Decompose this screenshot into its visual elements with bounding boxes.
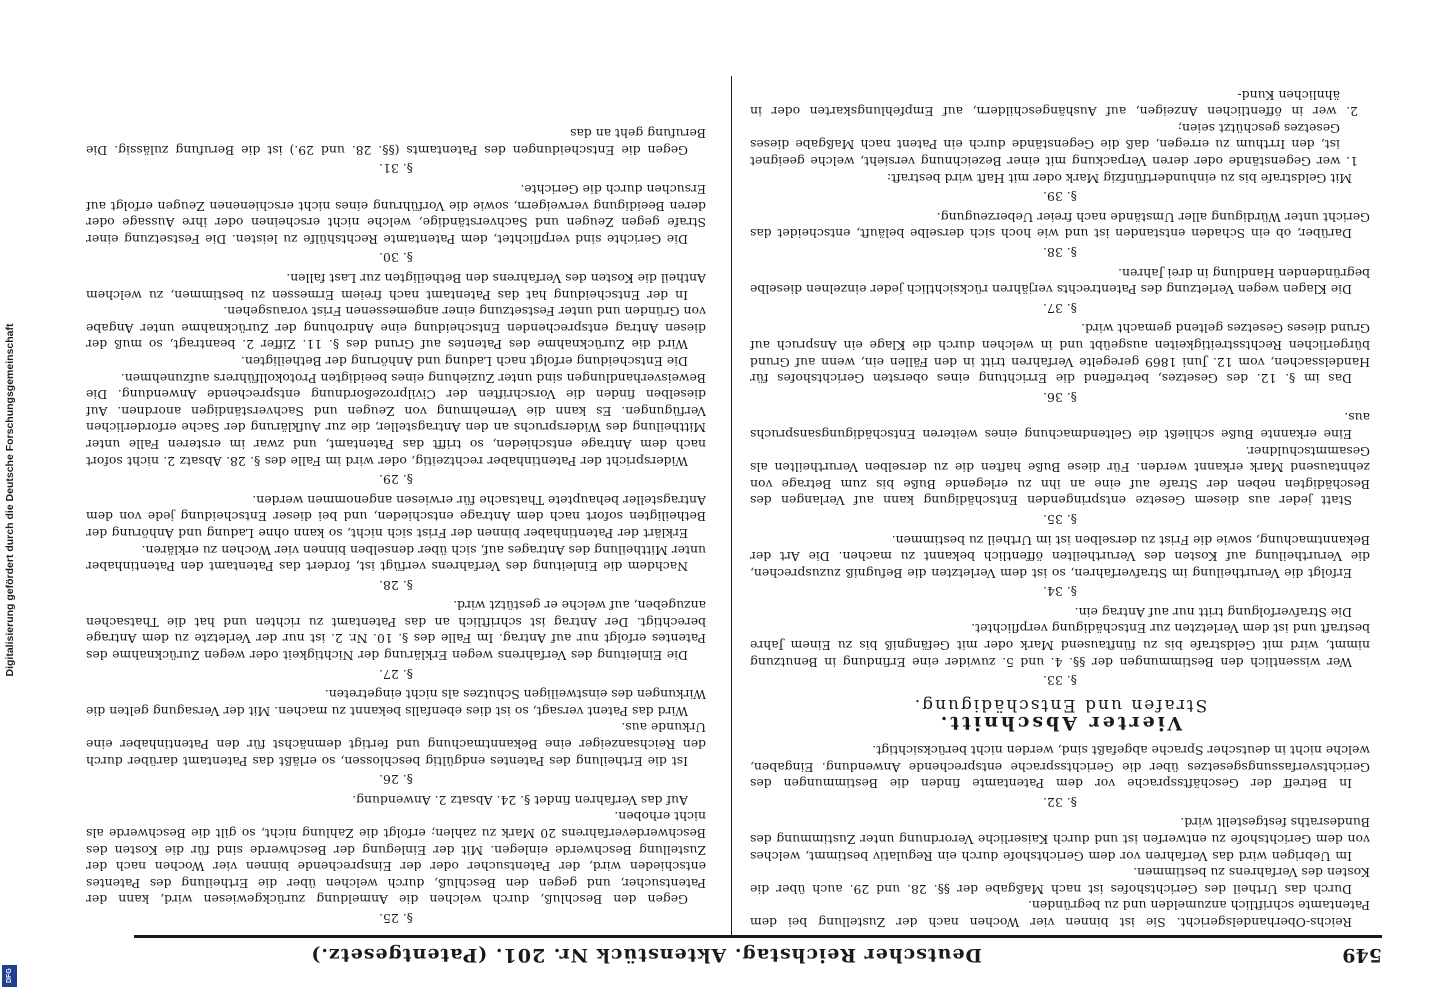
paragraph: Erfolgt die Verurtheilung im Strafverfahren, so ist dem Verletzten die Befugniß zuzusprechen, die Verurtheilung auf Kosten des Verurtheilten öffentlich bekannt zu machen. Die Art der Bekanntmachung, sowie die Frist zu derselben ist im Urtheil zu bestimmen. bbox=[750, 532, 1370, 581]
paragraph: In der Entscheidung hat das Patentamt nach freiem Ermessen zu bestimmen, zu welchem Antheil die Kosten des Verfahrens den Betheiligten zur Last fallen. bbox=[86, 271, 706, 303]
section-heading: §. 31. bbox=[379, 161, 413, 177]
list-item: 2. wer in öffentlichen Anzeigen, auf Aushängeschildern, auf Empfehlungskarten oder in ähnlichen Kund- bbox=[750, 87, 1358, 120]
paragraph: Reichs-Oberhandelsgericht. Sie ist binnen vier Wochen nach der Zustellung bei dem Patentamte schriftlich anzumelden und zu begründen. bbox=[750, 898, 1370, 930]
paragraph: Darüber, ob ein Schaden entstanden ist und wie hoch sich derselbe beläuft, entscheidet das Gericht unter Würdigung aller Umstände nach freier Ueberzeugung. bbox=[750, 209, 1370, 242]
section-heading: §. 35. bbox=[1043, 511, 1077, 527]
header-rule bbox=[134, 935, 1382, 938]
paragraph: Durch das Urtheil des Gerichtshofes ist nach Maßgabe der §§. 28. und 29. auch über die Kosten des Verfahrens zu bestimmen. bbox=[750, 865, 1370, 897]
list-item: 1. wer Gegenstände oder deren Verpackung mit einer Bezeichnung versieht, welche geeignet ist, den Irrthum zu erregen, daß die Gegenstände durch ein Patent nach Maßgabe dieses Gesetzes geschützt seien; bbox=[750, 120, 1358, 170]
paragraph: Die Strafverfolgung tritt nur auf Antrag ein. bbox=[1074, 604, 1352, 620]
section-heading: §. 29. bbox=[379, 472, 413, 488]
paragraph: Gegen die Entscheidungen des Patentamts (§§. 28. und 29.) ist die Berufung zulässig. Die Berufung geht an das bbox=[86, 126, 706, 158]
paragraph: Die Klagen wegen Verletzung des Patentrechts verjähren rücksichtlich jeder einzelnen dieselbe begründenden Handlung in drei Jahren. bbox=[750, 265, 1370, 298]
paragraph: Erklärt der Patentinhaber binnen der Frist sich nicht, so kann ohne Ladung und Anhörung der Betheiligten sofort nach dem Antrage entschieden, und bei dieser Entscheidung jede von dem Antragsteller behauptete Thatsache für erwiesen angenommen werden. bbox=[86, 492, 706, 541]
paragraph: Ist die Ertheilung des Patentes endgültig beschlossen, so erläßt das Patentamt darüber durch den Reichsanzeiger eine Bekanntmachung und fertigt demnächst für den Patentinhaber eine Urkunde aus. bbox=[86, 720, 706, 769]
digitization-credit: Digitalisierung gefördert durch die Deutsche Forschungsgemeinschaft bbox=[4, 323, 16, 677]
right-column bbox=[86, 60, 706, 930]
section-heading: §. 39. bbox=[1043, 189, 1077, 205]
paragraph: Wird die Zurücknahme des Patentes auf Grund des §. 11. Ziffer 2. beantragt, so muß der diesen Antrag entsprechenden Entscheidung eine Androhung der Zurücknahme unter Angabe von Gründen und unter Festsetzung einer angemessenen Frist vorausgehen. bbox=[86, 304, 706, 353]
section-heading: §. 30. bbox=[379, 250, 413, 266]
running-title: Deutscher Reichstag. Aktenstück Nr. 201. (Patentgesetz.) bbox=[310, 944, 982, 966]
paragraph: In Betreff der Geschäftssprache vor dem Patentamte finden die Bestimmungen des Gerichtsverfassungsgesetzes über die Gerichtssprache entsprechende Anwendung. Eingaben, welche nicht in deutscher Sprache abgefaßt sind, werden nicht berücksichtigt. bbox=[750, 743, 1370, 792]
section-heading: §. 25. bbox=[379, 911, 413, 926]
page-number: 549 bbox=[1342, 944, 1382, 966]
paragraph: Mit Geldstrafe bis zu einhundertfünfzig Mark oder mit Haft wird bestraft: bbox=[886, 170, 1352, 186]
paragraph: Die Entscheidung erfolgt nach Ladung und Anhörung der Betheiligten. bbox=[240, 354, 688, 369]
running-head bbox=[134, 936, 1382, 966]
paragraph: Wird das Patent versagt, so ist dies ebenfalls bekannt zu machen. Mit der Versagung gelten die Wirkungen des einstweiligen Schutzes als nicht eingetreten. bbox=[86, 687, 706, 719]
paragraph: Widerspricht der Patentinhaber rechtzeitig, oder wird im Falle des §. 28. Absatz 2. nicht sofort nach dem Antrage entschieden, so trifft das Patentamt, und zwar im ersteren Falle unter Mittheilung des Widerspruchs an den Antragsteller, die zur Aufklärung der Sache erforderlichen Verfügungen. Es kann die Vernehmung von Zeugen und Sachverständigen anordnen. Auf dieselben finden die Vorschriften der Civilprozeßordnung entsprechende Anwendung. Die Beweisverhandlungen sind unter Zuziehung eines beeidigten Protokollführers aufzunehmen. bbox=[86, 370, 706, 469]
paragraph: Auf das Verfahren findet §. 24. Absatz 2. Anwendung. bbox=[352, 792, 688, 808]
paragraph: Gegen den Beschluß, durch welchen die Anmeldung zurückgewiesen wird, kann der Patentsucher, und gegen den Beschluß, durch welchen über die Ertheilung des Patentes entschieden wird, der Patentsucher oder der Einsprechende binnen vier Wochen nach der Zustellung Beschwerde einlegen. Mit der Einlegung der Beschwerde sind für die Kosten des Beschwerdeverfahrens 20 Mark zu zahlen; erfolgt die Zahlung nicht, so gilt die Beschwerde als nicht erhoben. bbox=[86, 809, 706, 908]
section-heading: §. 34. bbox=[1043, 584, 1077, 600]
section-heading: §. 32. bbox=[1043, 794, 1077, 810]
paragraph: Statt jeder aus diesem Gesetze entspringenden Entschädigung kann auf Verlangen des Beschädigten neben der Strafe auf eine an ihn zu erlegende Buße bis zum Betrage von zehntausend Mark erkannt werden. Für diese Buße haften die zu derselben Verurtheilten als Gesammtschuldner. bbox=[750, 443, 1370, 509]
chapter-heading: Vierter Abschnitt. bbox=[937, 712, 1183, 735]
paragraph: Das im §. 12. des Gesetzes, betreffend die Errichtung eines obersten Gerichtshofes für Handelssachen, vom 12. Juni 1869 geregelte Verfahren tritt in den Fällen ein, wenn auf Grund bürgerlichen Rechtsstreitigkeiten ausgeübt und in welchen durch die Klage ein Anspruch auf Grund dieses Gesetzes geltend gemacht wird. bbox=[750, 321, 1370, 387]
section-heading: §. 33. bbox=[1043, 673, 1077, 689]
section-heading: §. 38. bbox=[1043, 245, 1077, 261]
paragraph: Nachdem die Einleitung des Verfahrens verfügt ist, fordert das Patentamt den Patentinhaber unter Mittheilung des Antrages auf, sich über denselben binnen vier Wochen zu erklären. bbox=[86, 542, 706, 575]
paragraph: Eine erkannte Buße schließt die Geltendmachung eines weiteren Entschädigungsanspruchs aus. bbox=[750, 410, 1370, 442]
section-heading: §. 26. bbox=[379, 772, 413, 788]
paragraph: Die Gerichte sind verpflichtet, dem Patentamte Rechtshülfe zu leisten. Die Festsetzung einer Strafe gegen Zeugen und Sachverständige, welche nicht erscheinen oder ihre Aussage oder deren Beeidigung verweigern, sowie die Vorführung eines nicht erschienenen Zeugen erfolgt auf Ersuchen durch die Gerichte. bbox=[86, 182, 706, 247]
section-heading: §. 36. bbox=[1043, 389, 1077, 405]
paragraph: Die Einleitung des Verfahrens wegen Erklärung der Nichtigkeit oder wegen Zurücknahme des Patentes erfolgt nur auf Antrag. Im Falle des §. 10. Nr. 2. ist nur der Verletzte zu dem Antrage berechtigt. Der Antrag ist schriftlich an das Patentamt zu richten und hat die Thatsachen anzugeben, auf welche er gestützt wird. bbox=[86, 598, 706, 664]
section-heading: §. 27. bbox=[379, 666, 413, 682]
section-heading: §. 28. bbox=[379, 577, 413, 593]
paragraph: Im Uebrigen wird das Verfahren vor dem Gerichtshofe durch ein Regulativ bestimmt, welches von dem Gerichtshofe zu entwerfen ist und durch Kaiserliche Verordnung unter Zustimmung des Bundesraths festgestellt wird. bbox=[750, 815, 1370, 864]
chapter-subheading: Strafen und Entschädigung. bbox=[912, 694, 1208, 715]
left-column bbox=[750, 60, 1370, 930]
dfg-logo: DFG bbox=[2, 965, 17, 987]
section-heading: §. 37. bbox=[1043, 300, 1077, 316]
column-divider bbox=[731, 76, 732, 936]
paragraph: Wer wissentlich den Bestimmungen der §§. 4. und 5. zuwider eine Erfindung in Benutzung nimmt, wird mit Geldstrafe bis zu fünftausend Mark oder mit Gefängniß bis zu Einem Jahre bestraft und ist dem Verletzten zur Entschädigung verpflichtet. bbox=[750, 621, 1370, 670]
